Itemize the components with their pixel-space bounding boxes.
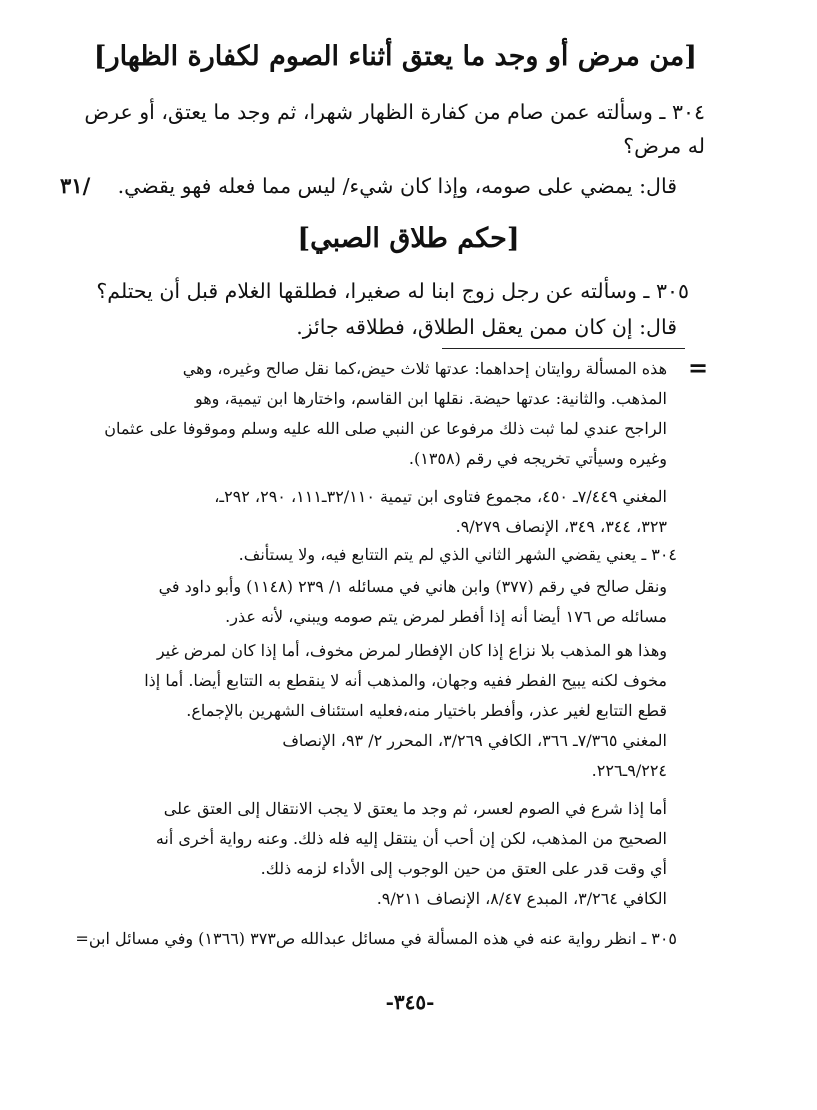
- footnote-line: وهذا هو المذهب بلا نزاع إذا كان الإفطار لمرض مخوف، أما إذا كان لمرض غير: [156, 641, 667, 660]
- footnote-line: وغيره وسيأتي تخريجه في رقم (١٣٥٨).: [408, 449, 667, 468]
- page-number: -٣٤٥-: [385, 990, 435, 1014]
- footnote-line: مخوف لكنه يبيح الفطر ففيه وجهان، والمذهب أنه لا ينقطع به التتابع أيضا. أما إذا: [144, 671, 667, 690]
- section-heading-expiation: [من مرض أو وجد ما يعتق أثناء الصوم لكفارة الظهار]: [93, 41, 697, 72]
- answer-305: قال: إن كان ممن يعقل الطلاق، فطلاقه جائز.: [296, 315, 677, 339]
- question-305-line-1: ٣٠٥ ـ وسألته عن رجل زوج ابنا له صغيرا، فطلقها الغلام قبل أن يحتلم؟: [96, 279, 689, 303]
- question-304-line-1: ٣٠٤ ـ وسألته عمن صام من كفارة الظهار شهرا، ثم وجد ما يعتق، أو عرض: [84, 100, 705, 124]
- footnote-line: الكافي ٣/٢٦٤، المبدع ٨/٤٧، الإنصاف ٩/٢١١.: [376, 889, 667, 908]
- footnote-line: ٩/٢٢٤ـ٢٢٦.: [591, 761, 667, 780]
- footnote-304-line: ٣٠٤ ـ يعني يقضي الشهر الثاني الذي لم يتم التتابع فيه، ولا يستأنف.: [238, 545, 677, 564]
- footnote-305-line: ٣٠٥ ـ انظر رواية عنه في هذه المسألة في مسائل عبدالله ص٣٧٣ (١٣٦٦) وفي مسائل ابن=: [75, 929, 677, 948]
- continuation-mark: =: [688, 354, 709, 382]
- footnote-line: هذه المسألة روايتان إحداهما: عدتها ثلاث حيض،كما نقل صالح وغيره، وهي: [182, 359, 667, 378]
- footnote-line: أما إذا شرع في الصوم لعسر، ثم وجد ما يعتق لا يجب الانتقال إلى العتق على: [163, 799, 667, 818]
- answer-304: قال: يمضي على صومه، وإذا كان شيء/ ليس مما فعله فهو يقضي.: [117, 174, 677, 198]
- section-heading-child-divorce: [حكم طلاق الصبي]: [297, 223, 520, 254]
- margin-folio-reference: /۳۱: [60, 173, 91, 198]
- footnote-line: مسائله ص ١٧٦ أيضا أنه إذا أفطر لمرض يتم صومه ويبني، لأنه عذر.: [225, 607, 667, 626]
- footnote-line: الراجح عندي لما ثبت ذلك مرفوعا عن النبي صلى الله عليه وسلم وموقوفا على عثمان: [104, 419, 667, 438]
- footnote-line: ٣٢٣، ٣٤٤، ٣٤٩، الإنصاف ٩/٢٧٩.: [455, 517, 667, 536]
- footnote-separator: [442, 348, 685, 349]
- footnote-line: المذهب. والثانية: عدتها حيضة. نقلها ابن القاسم، واختارها ابن تيمية، وهو: [194, 389, 667, 408]
- footnote-line: قطع التتابع لغير عذر، وأفطر باختيار منه،فعليه استئناف الشهرين بالإجماع.: [186, 701, 667, 720]
- footnote-line: المغني ٧/٤٤٩ـ ٤٥٠، مجموع فتاوى ابن تيمية ٣٢/١١٠ـ١١١، ٢٩٠، ٢٩٢ـ،: [214, 487, 667, 506]
- footnote-line: الصحيح من المذهب، لكن إن أحب أن ينتقل إليه فله ذلك. وعنه رواية أخرى أنه: [155, 829, 667, 848]
- question-304-line-2: له مرض؟: [623, 134, 705, 158]
- footnote-line: أي وقت قدر على العتق من حين الوجوب إلى الأداء لزمه ذلك.: [260, 859, 667, 878]
- footnote-line: ونقل صالح في رقم (٣٧٧) وابن هاني في مسائله ١/ ٢٣٩ (١١٤٨) وأبو داود في: [158, 577, 667, 596]
- footnote-line: المغني ٧/٣٦٥ـ ٣٦٦، الكافي ٣/٢٦٩، المحرر ٢/ ٩٣، الإنصاف: [282, 731, 667, 750]
